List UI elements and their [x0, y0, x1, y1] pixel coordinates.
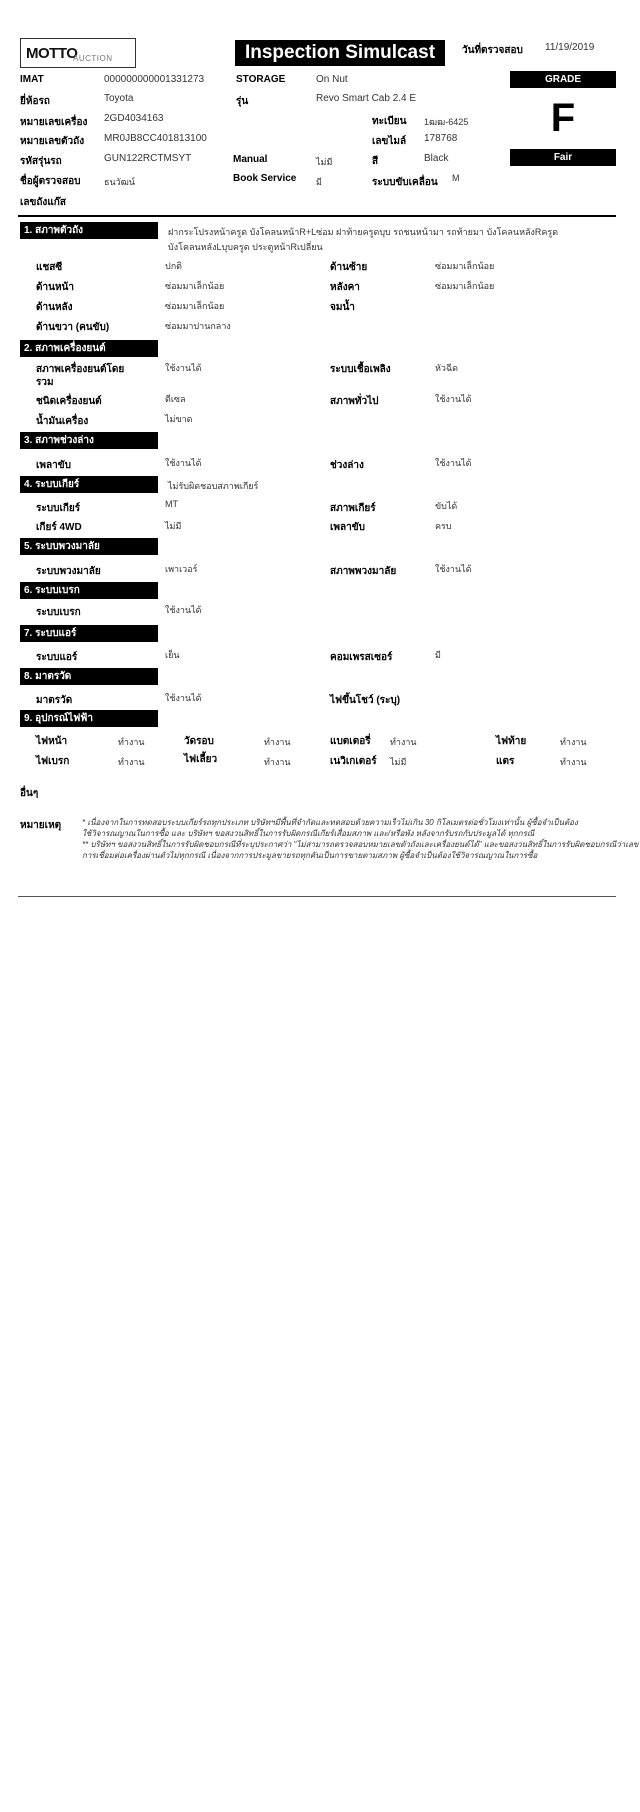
section-2-header: 2. สภาพเครื่องยนต์: [20, 340, 158, 357]
inspection-date-value: 11/19/2019: [545, 42, 595, 53]
s4-gear-condition-label: สภาพเกียร์: [330, 503, 376, 514]
inspection-date-label: วันที่ตรวจสอบ: [462, 45, 523, 56]
s4-shaft-value: ครบ: [435, 521, 452, 531]
storage-value: On Nut: [316, 74, 348, 85]
brand-label: ยี่ห้อรถ: [20, 96, 50, 107]
s4-gear-condition-value: ขับได้: [435, 501, 458, 511]
body-condition-note-line1: ฝากระโปรงหน้าครูด บังโคลนหน้าR+Lซ่อม ฝาท้ายครูดบุบ รถชนหน้ามา รถท้ายมา บังโคลนหลังRครูด: [168, 227, 559, 237]
s1-left-label: ด้านซ้าย: [330, 262, 368, 273]
s7-compressor-label: คอมเพรสเซอร์: [330, 652, 393, 663]
section-6-header: 6. ระบบเบรก: [20, 582, 158, 599]
section-9-header: 9. อุปกรณ์ไฟฟ้า: [20, 710, 158, 727]
s9-navigator-label: เนวิเกเตอร์: [330, 756, 377, 767]
grade-condition: Fair: [510, 149, 616, 166]
s9-turn-signal-label: ไฟเลี้ยว: [184, 754, 218, 765]
section-3-header: 3. สภาพช่วงล่าง: [20, 432, 158, 449]
s9-tachometer-value: ทำงาน: [264, 737, 291, 747]
footer-divider: [18, 896, 616, 897]
s2-general-value: ใช้งานได้: [435, 394, 472, 404]
s9-navigator-value: ไม่มี: [390, 757, 407, 767]
remarks-line-1: * เนื่องจากในการทดสอบระบบเกียร์รถทุกประเภท บริษัทฯมีพื้นที่จำกัดและทดสอบด้วยความเร็วไม่เกิน 30 กิโลเมตรต่อชั่วโมงเท่านั้น ผู้ซื้อจำเป็นต้อง: [82, 818, 578, 827]
s9-horn-value: ทำงาน: [560, 757, 587, 767]
book-service-value: มี: [316, 177, 322, 187]
s8-gauge-label: มาตรวัด: [36, 695, 73, 706]
s2-oil-value: ไม่ขาด: [165, 414, 193, 424]
inspector-label: ชื่อผู้ตรวจสอบ: [20, 176, 81, 187]
section-7-header: 7. ระบบแอร์: [20, 625, 158, 642]
model-label: รุ่น: [236, 96, 249, 107]
drive-system-value: M: [452, 173, 460, 183]
s9-horn-label: แตร: [496, 756, 515, 767]
body-condition-note-line2: บังโคลนหลังLบุบครูด ประตูหน้าRเปลี่ยน: [168, 242, 323, 252]
s2-overall-value: ใช้งานได้: [165, 363, 202, 373]
drive-system-label: ระบบขับเคลื่อน: [372, 177, 438, 188]
s9-taillight-value: ทำงาน: [560, 737, 587, 747]
imat-value: 000000000001331273: [104, 74, 205, 85]
motto-auction-logo: [20, 38, 136, 68]
s6-brake-value: ใช้งานได้: [165, 605, 202, 615]
s8-gauge-value: ใช้งานได้: [165, 693, 202, 703]
other-label: อื่นๆ: [20, 788, 39, 799]
s2-general-label: สภาพทั่วไป: [330, 396, 379, 407]
chassis-number-label: หมายเลขตัวถัง: [20, 136, 85, 147]
inspector-value: ธนวัฒน์: [104, 177, 135, 187]
s1-roof-label: หลังคา: [330, 282, 360, 293]
color-label: สี: [372, 156, 379, 167]
s9-battery-label: แบตเตอรี่: [330, 736, 371, 747]
s1-front-value: ซ่อมมาเล็กน้อย: [165, 281, 225, 291]
s2-type-label: ชนิดเครื่องยนต์: [36, 396, 102, 407]
manual-label: Manual: [233, 154, 268, 165]
s1-flood-label: จมน้ำ: [330, 302, 355, 313]
s9-battery-value: ทำงาน: [390, 737, 417, 747]
s4-gear-value: MT: [165, 499, 178, 509]
section-1-header: 1. สภาพตัวถัง: [20, 222, 158, 239]
s7-compressor-value: มี: [435, 650, 441, 660]
imat-label: IMAT: [20, 74, 44, 85]
s7-ac-value: เย็น: [165, 650, 180, 660]
s9-headlight-label: ไฟหน้า: [36, 736, 68, 747]
s6-brake-label: ระบบเบรก: [36, 607, 81, 618]
s2-type-value: ดีเซล: [165, 394, 186, 404]
s1-right-label: ด้านขวา (คนขับ): [36, 322, 110, 333]
s4-shaft-label: เพลาขับ: [330, 522, 365, 533]
plate-label: ทะเบียน: [372, 116, 407, 127]
section-8-header: 8. มาตรวัด: [20, 668, 158, 685]
s1-left-value: ซ่อมมาเล็กน้อย: [435, 261, 495, 271]
grade-letter: F: [550, 96, 576, 140]
s9-tachometer-label: วัดรอบ: [184, 736, 214, 747]
s2-oil-label: น้ำมันเครื่อง: [36, 416, 89, 427]
s4-gear-label: ระบบเกียร์: [36, 503, 81, 514]
s4-gear-note: ไม่รับผิดชอบสภาพเกียร์: [168, 481, 259, 491]
s3-undercarriage-label: ช่วงล่าง: [330, 460, 364, 471]
s3-undercarriage-value: ใช้งานได้: [435, 458, 472, 468]
s2-fuel-label: ระบบเชื้อเพลิง: [330, 364, 391, 375]
s1-front-label: ด้านหน้า: [36, 282, 74, 293]
header-divider: [18, 215, 616, 217]
page-title: Inspection Simulcast: [235, 40, 445, 66]
section-4-header: 4. ระบบเกียร์: [20, 476, 158, 493]
model-code-value: GUN122RCTMSYT: [104, 153, 192, 164]
s1-chassis-label: แชสซี: [36, 262, 63, 273]
s2-overall-label-line2: รวม: [36, 377, 54, 388]
s2-overall-label-line1: สภาพเครื่องยนต์โดย: [36, 364, 125, 375]
s4-4wd-value: ไม่มี: [165, 521, 182, 531]
s7-ac-label: ระบบแอร์: [36, 652, 78, 663]
s3-shaft-value: ใช้งานได้: [165, 458, 202, 468]
mileage-value: 178768: [424, 133, 458, 144]
storage-label: STORAGE: [236, 74, 286, 85]
s9-brakelight-value: ทำงาน: [118, 757, 145, 767]
s8-indicator-label: ไฟขึ้นโชว์ (ระบุ): [330, 695, 401, 706]
gas-tank-number-label: เลขถังแก๊ส: [20, 197, 66, 208]
s5-steering-label: ระบบพวงมาลัย: [36, 566, 101, 577]
brand-value: Toyota: [104, 93, 134, 104]
s9-brakelight-label: ไฟเบรก: [36, 756, 70, 767]
engine-number-label: หมายเลขเครื่อง: [20, 117, 88, 128]
s1-rear-label: ด้านหลัง: [36, 302, 73, 313]
s5-steering-condition-label: สภาพพวงมาลัย: [330, 566, 397, 577]
section-5-header: 5. ระบบพวงมาลัย: [20, 538, 158, 555]
s5-steering-condition-value: ใช้งานได้: [435, 564, 472, 574]
mileage-label: เลขไมล์: [372, 136, 407, 147]
plate-value: 1ฒฒ-6425: [424, 117, 469, 127]
logo-main-text: MOTTO: [26, 45, 78, 62]
model-value: Revo Smart Cab 2.4 E: [316, 93, 417, 104]
manual-value: ไม่มี: [316, 157, 333, 167]
model-code-label: รหัสรุ่นรถ: [20, 156, 62, 167]
grade-label: GRADE: [510, 71, 616, 88]
s5-steering-value: เพาเวอร์: [165, 564, 198, 574]
remarks-line-2: ใช้วิจารณญาณในการซื้อ และ บริษัทฯ ขอสงวนสิทธิ์ในการรับผิดกรณีเกียร์เสื่อมสภาพ และ/หรือพัง หลังจากรับรถกับประมูลได้ ทุกกรณี: [82, 829, 535, 838]
engine-number-value: 2GD4034163: [104, 113, 164, 124]
s2-fuel-value: หัวฉีด: [435, 363, 458, 373]
remarks-line-4: การเชื่อมต่อเครื่องผ่านตัวไม่ทุกกรณี เนื่องจากการประมูลขายรถทุกคันเป็นการขายตามสภาพ ผู้ซื้อจำเป็นต้องใช้วิจารณญาณในการซื้อ: [82, 851, 538, 860]
s1-chassis-value: ปกติ: [165, 261, 183, 271]
s1-right-value: ซ่อมมาปานกลาง: [165, 321, 231, 331]
remarks-label: หมายเหตุ: [20, 820, 62, 831]
remarks-line-3: ** บริษัทฯ ขอสงวนสิทธิ์ในการรับผิดชอบกรณีที่ระบุประกาศว่า "ไม่สามารถตรวจสอบหมายเลขตัวถังและเครื่องยนต์ได้" และขอสงวนสิทธิ์ในการรับผิดชอบกรณีว่าเลข: [82, 840, 639, 849]
chassis-number-value: MR0JB8CC401813100: [104, 133, 207, 144]
s1-roof-value: ซ่อมมาเล็กน้อย: [435, 281, 495, 291]
s9-turn-signal-value: ทำงาน: [264, 757, 291, 767]
s1-rear-value: ซ่อมมาเล็กน้อย: [165, 301, 225, 311]
s4-4wd-label: เกียร์ 4WD: [36, 522, 82, 533]
logo-sub-text: AUCTION: [73, 54, 113, 63]
s9-taillight-label: ไฟท้าย: [496, 736, 527, 747]
color-value: Black: [424, 153, 449, 164]
s9-headlight-value: ทำงาน: [118, 737, 145, 747]
book-service-label: Book Service: [233, 173, 297, 184]
s3-shaft-label: เพลาขับ: [36, 460, 71, 471]
